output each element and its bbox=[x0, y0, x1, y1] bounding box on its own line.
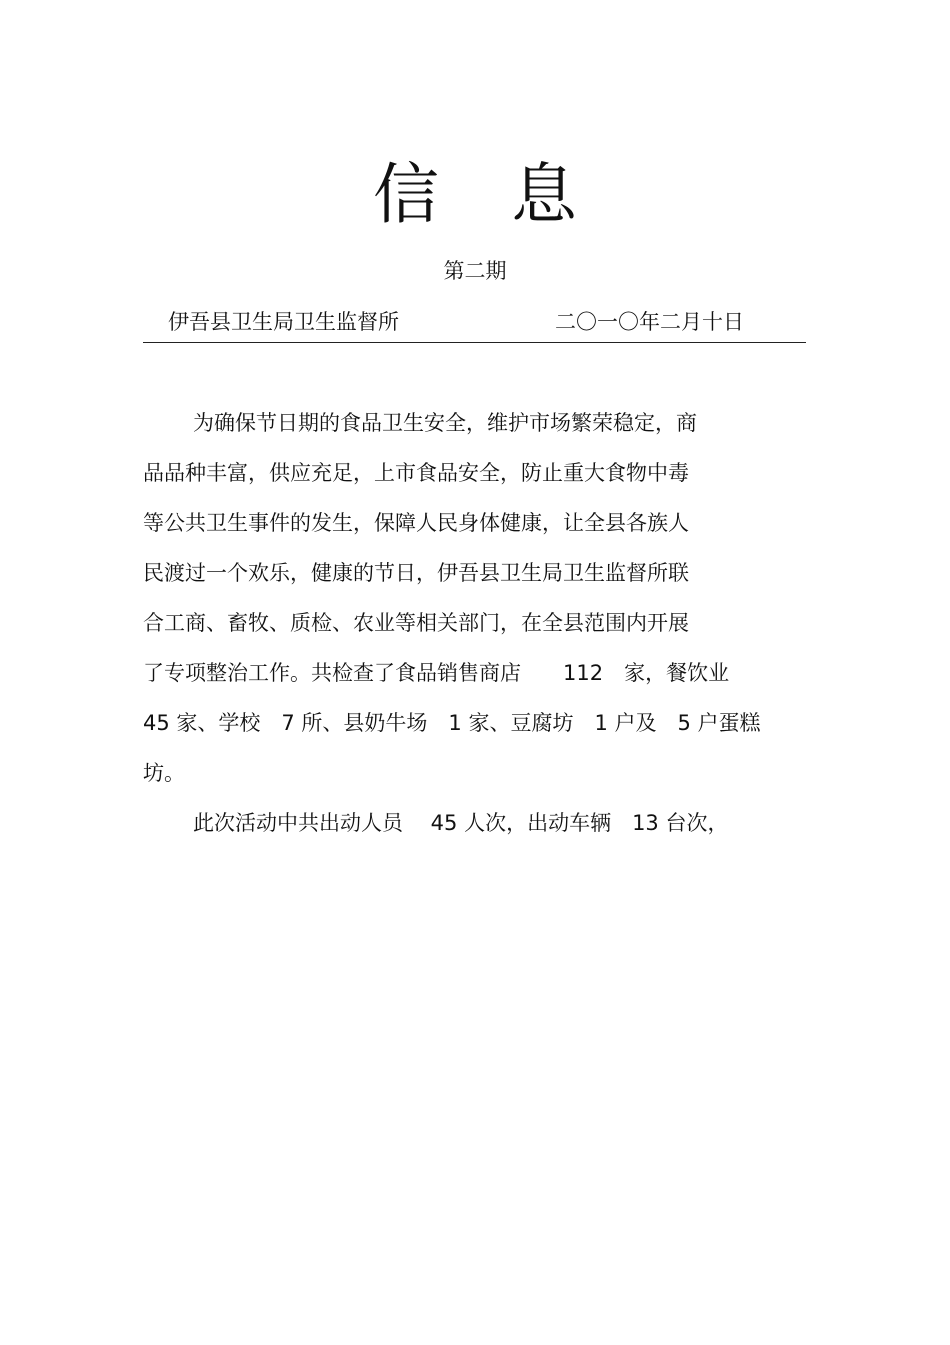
body-line: 等公共卫生事件的发生，保障人民身体健康，让全县各族人 bbox=[143, 511, 689, 535]
body-line: 此次活动中共出动人员 45 人次，出动车辆 13 台次， bbox=[193, 811, 729, 835]
body-line: 45 家、学校 7 所、县奶牛场 1 家、豆腐坊 1 户及 5 户蛋糕 bbox=[143, 711, 761, 735]
body-line: 为确保节日期的食品卫生安全，维护市场繁荣稳定，商 bbox=[193, 411, 697, 435]
issue-number: 第二期 bbox=[443, 259, 507, 283]
document-body bbox=[143, 405, 806, 855]
body-line: 坊。 bbox=[143, 761, 185, 785]
header-divider bbox=[143, 342, 806, 343]
body-line: 了专项整治工作。共检查了食品销售商店 112 家，餐饮业 bbox=[143, 661, 730, 685]
body-line: 合工商、畜牧、质检、农业等相关部门，在全县范围内开展 bbox=[143, 611, 689, 635]
issue-date: 二〇一〇年二月十日 bbox=[555, 310, 744, 334]
document-title: 信息 bbox=[373, 156, 649, 233]
document-header bbox=[143, 307, 806, 337]
issuing-organization: 伊吾县卫生局卫生监督所 bbox=[168, 310, 399, 334]
body-line: 民渡过一个欢乐，健康的节日，伊吾县卫生局卫生监督所联 bbox=[143, 561, 689, 585]
body-line: 品品种丰富，供应充足，上市食品安全，防止重大食物中毒 bbox=[143, 461, 689, 485]
